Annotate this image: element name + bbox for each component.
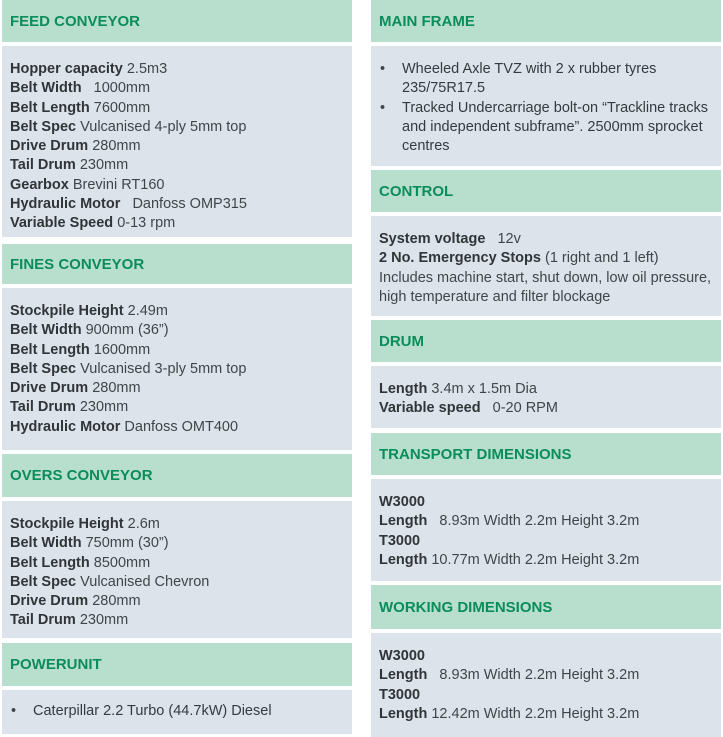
spec-value: 0-20 RPM: [480, 400, 558, 417]
spec-value: 750mm (30”): [81, 535, 169, 552]
spec-value: 230mm: [75, 612, 129, 629]
spec-row: [379, 512, 713, 531]
spec-value: Brevini RT160: [68, 176, 165, 193]
spec-row: [10, 573, 344, 592]
overs-conveyor-header: [2, 454, 352, 497]
left-column: [2, 0, 352, 734]
bullet-item: • Tracked Undercarriage bolt-on “Trackline tracks and independent subframe”. 2500mm sprocket centres: [402, 99, 713, 157]
spec-label: Stockpile Height: [10, 303, 124, 319]
spec-row: [10, 137, 344, 156]
spec-value: 230mm: [75, 157, 129, 174]
spec-row: [10, 592, 344, 611]
control-note: Includes machine start, shut down, low oil pressure, high temperature and filter blockage: [379, 269, 712, 305]
spec-value: 230mm: [75, 399, 129, 416]
spec-label: Belt Length: [10, 99, 90, 116]
spec-row: [10, 118, 344, 137]
working-dimensions-title: WORKING DIMENSIONS: [379, 598, 553, 616]
spec-value: 2.6m: [123, 516, 160, 532]
spec-value: Danfoss OMP315: [120, 196, 247, 213]
spec-row: [10, 398, 344, 417]
spec-row: [10, 534, 344, 553]
spec-value: 12v: [485, 231, 521, 247]
spec-row: [10, 195, 344, 214]
spec-label: Belt Width: [10, 535, 82, 552]
spec-label: Tail Drum: [10, 399, 76, 416]
spec-value: 280mm: [88, 380, 141, 397]
transport-dimensions-header: [371, 433, 721, 475]
control-title: CONTROL: [379, 182, 454, 200]
spec-value: 1600mm: [89, 341, 151, 358]
spec-label: Belt Spec: [10, 573, 77, 590]
powerunit-specs: [2, 690, 352, 734]
spec-row: [379, 532, 713, 551]
bullet-item: • Wheeled Axle TVZ with 2 x rubber tyres 235/75R17.5: [402, 60, 713, 99]
spec-row: [10, 156, 344, 175]
spec-value: 900mm (36”): [81, 322, 169, 339]
spec-row: [10, 302, 344, 321]
drum-title: DRUM: [379, 332, 424, 350]
spec-row: [379, 380, 713, 399]
fines-conveyor-specs: [2, 288, 352, 450]
spec-label: Belt Length: [10, 341, 90, 358]
spec-value: 10.77m Width 2.2m Height 3.2m: [427, 551, 640, 568]
spec-label: Variable Speed: [10, 215, 114, 232]
spec-row: [10, 99, 344, 118]
control-header: [371, 170, 721, 212]
spec-value: Vulcanised 3-ply 5mm top: [76, 360, 247, 377]
fines-conveyor-title: FINES CONVEYOR: [10, 255, 145, 273]
overs-conveyor-title: OVERS CONVEYOR: [10, 467, 153, 484]
spec-row: [379, 493, 713, 512]
main-frame-header: [371, 0, 721, 42]
spec-label: Drive Drum: [10, 593, 89, 610]
spec-label: Belt Spec: [10, 360, 77, 377]
spec-label: Length: [379, 667, 428, 684]
feed-conveyor-specs: [2, 46, 352, 237]
spec-row: [379, 686, 713, 705]
spec-label: Tail Drum: [10, 157, 76, 174]
spec-value: 0-13 rpm: [113, 215, 176, 232]
overs-conveyor-specs: [2, 501, 352, 638]
spec-value: (1 right and 1 left): [540, 250, 659, 267]
spec-label: Belt Width: [10, 80, 82, 97]
spec-value: 12.42m Width 2.2m Height 3.2m: [427, 705, 640, 722]
spec-label: T3000: [379, 532, 421, 549]
spec-row: [379, 705, 713, 724]
spec-label: Belt Length: [10, 554, 90, 571]
spec-label: Length: [379, 705, 428, 722]
transport-dimensions-title: TRANSPORT DIMENSIONS: [379, 445, 572, 463]
spec-row: [379, 249, 713, 268]
spec-label: Drive Drum: [10, 380, 89, 397]
spec-row: [379, 230, 713, 249]
spec-row: [10, 60, 344, 79]
spec-label: W3000: [379, 494, 425, 510]
spec-row: [10, 515, 344, 534]
spec-row: [379, 647, 713, 666]
spec-row: [10, 418, 344, 437]
powerunit-header: [2, 643, 352, 686]
spec-label: 2 No. Emergency Stops: [379, 250, 541, 267]
spec-label: Gearbox: [10, 176, 69, 193]
spec-label: Stockpile Height: [10, 516, 124, 532]
drum-specs: [371, 366, 721, 428]
spec-value: 2.5m3: [122, 61, 168, 77]
spec-row: [10, 79, 344, 98]
spec-label: Drive Drum: [10, 138, 89, 155]
spec-row: [10, 379, 344, 398]
spec-row: [10, 321, 344, 340]
spec-value: 1000mm: [81, 80, 151, 97]
working-dimensions-header: [371, 585, 721, 629]
spec-row: [379, 399, 713, 418]
feed-conveyor-title: FEED CONVEYOR: [10, 12, 141, 30]
spec-row: [379, 551, 713, 570]
transport-dimensions-specs: [371, 479, 721, 581]
spec-row: [10, 341, 344, 360]
spec-value: 7600mm: [89, 99, 151, 116]
working-dimensions-specs: [371, 633, 721, 737]
spec-label: Hopper capacity: [10, 61, 123, 77]
spec-label: Length: [379, 551, 428, 568]
fines-conveyor-header: [2, 244, 352, 284]
spec-value: 280mm: [88, 138, 141, 155]
spec-label: System voltage: [379, 231, 486, 247]
main-frame-title: MAIN FRAME: [379, 12, 475, 30]
spec-value: 8500mm: [89, 554, 151, 571]
bullet-item: • Caterpillar 2.2 Turbo (44.7kW) Diesel: [33, 702, 344, 721]
spec-row: [10, 214, 344, 233]
spec-row: [10, 554, 344, 573]
spec-label: Belt Spec: [10, 118, 77, 135]
spec-row: [10, 360, 344, 379]
spec-value: 8.93m Width 2.2m Height 3.2m: [427, 667, 640, 684]
spec-label: Hydraulic Motor: [10, 196, 121, 213]
right-column: [371, 0, 721, 737]
spec-value: 280mm: [88, 593, 141, 610]
spec-label: W3000: [379, 648, 425, 664]
spec-label: T3000: [379, 686, 421, 703]
control-specs: [371, 216, 721, 316]
feed-conveyor-header: [2, 0, 352, 42]
spec-value: 8.93m Width 2.2m Height 3.2m: [427, 513, 640, 530]
spec-label: Length: [379, 513, 428, 530]
main-frame-specs: [371, 46, 721, 166]
spec-label: Hydraulic Motor: [10, 418, 121, 435]
spec-value: 2.49m: [123, 303, 168, 319]
spec-value: 3.4m x 1.5m Dia: [427, 381, 537, 397]
drum-header: [371, 320, 721, 362]
spec-value: Vulcanised 4-ply 5mm top: [76, 118, 247, 135]
spec-row: [379, 666, 713, 685]
spec-label: Tail Drum: [10, 612, 76, 629]
spec-label: Variable speed: [379, 400, 481, 417]
spec-value: Vulcanised Chevron: [76, 573, 210, 590]
powerunit-title: POWERUNIT: [10, 656, 102, 673]
spec-value: Danfoss OMT400: [120, 418, 239, 435]
spec-label: Belt Width: [10, 322, 82, 339]
spec-label: Length: [379, 381, 428, 397]
spec-row: [10, 611, 344, 630]
spec-row: [10, 176, 344, 195]
